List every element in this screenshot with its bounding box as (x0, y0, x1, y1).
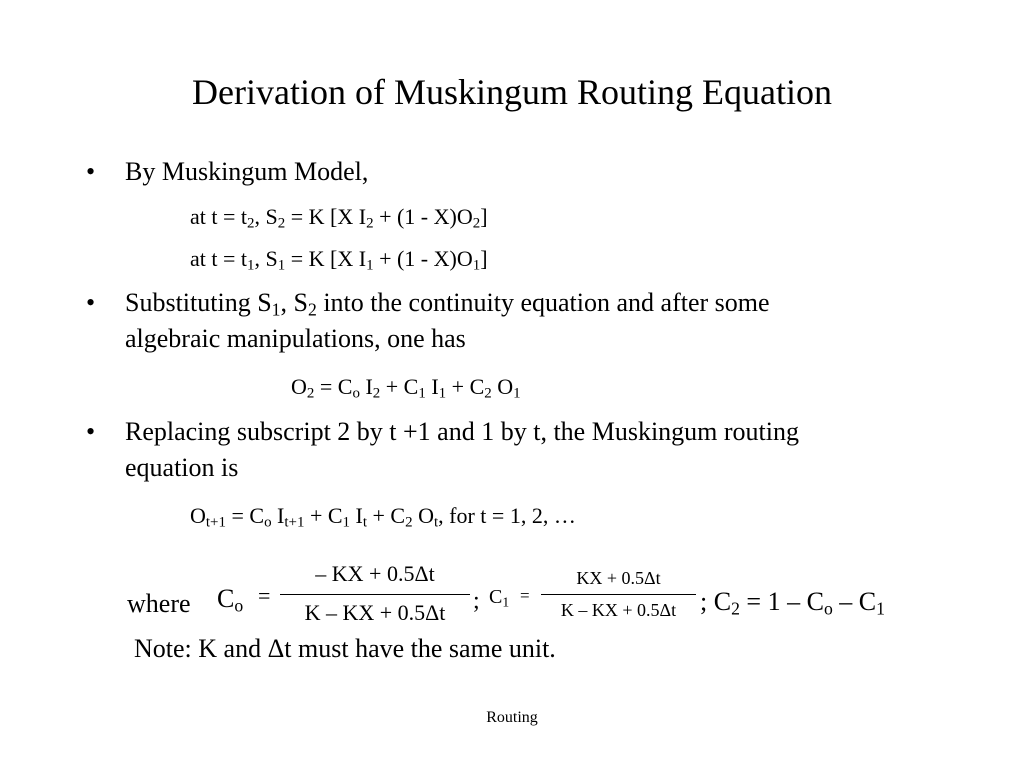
c1-fraction (541, 566, 696, 626)
equation-storage-t2: at $t = t_2$, $S_2 = K$ [X $I_2 + (1 - X)O_2$] (190, 204, 488, 232)
c0-equals: = (258, 583, 271, 608)
bullet-3-line-1: Replacing subscript 2 by t +1 and 1 by t, the Muskingum routing (125, 417, 799, 446)
bullet-marker: • (86, 417, 96, 446)
equation-storage-t1: at $t = t_1$, $S_1 = K$ [X $I_1 + (1 - X)O_1$] (190, 246, 488, 274)
c1-fraction-bar (541, 594, 696, 595)
bullet-2-line-2: algebraic manipulations, one has (125, 324, 466, 353)
c1-denominator: K – KX + 0.5Δt (560, 600, 677, 620)
c2-equation: ; $C_2 = 1 - C_o - C_1$ (700, 587, 885, 619)
c0-symbol: $C_o$ (217, 584, 244, 616)
c0-numerator: – KX + 0.5Δt (315, 561, 435, 586)
c1-equals: = (520, 586, 530, 605)
bullet-3-line-2: equation is (125, 453, 239, 482)
where-label: where (127, 589, 191, 618)
c1-numerator: KX + 0.5Δt (576, 568, 661, 588)
bullet-marker: • (86, 288, 96, 317)
slide-footer: Routing (486, 709, 538, 726)
equation-muskingum-routing: $O_{t+1} = C_o$ $I_{t+1} + C_1$ $I_t + C_2$ $O_t$, for t = 1, 2, … (190, 503, 576, 531)
bullet-1-text: By Muskingum Model, (125, 157, 369, 186)
bullet-marker: • (86, 157, 96, 186)
note-text: Note: K and Δt must have the same unit. (134, 634, 556, 663)
bullet-2-line-1: Substituting $S_1$, $S_2$ into the continuity equation and after some (125, 288, 770, 320)
slide-title: Derivation of Muskingum Routing Equation (192, 72, 832, 112)
separator-semicolon: ; (473, 588, 480, 614)
c0-fraction-bar (280, 594, 470, 595)
c1-symbol: $C_1$ (489, 586, 510, 610)
c0-fraction (280, 560, 470, 632)
c0-denominator: K – KX + 0.5Δt (304, 600, 446, 625)
equation-outflow-o2: $O_2 = C_o$ $I_2 + C_1$ $I_1 + C_2$ $O_1$ (291, 374, 521, 402)
